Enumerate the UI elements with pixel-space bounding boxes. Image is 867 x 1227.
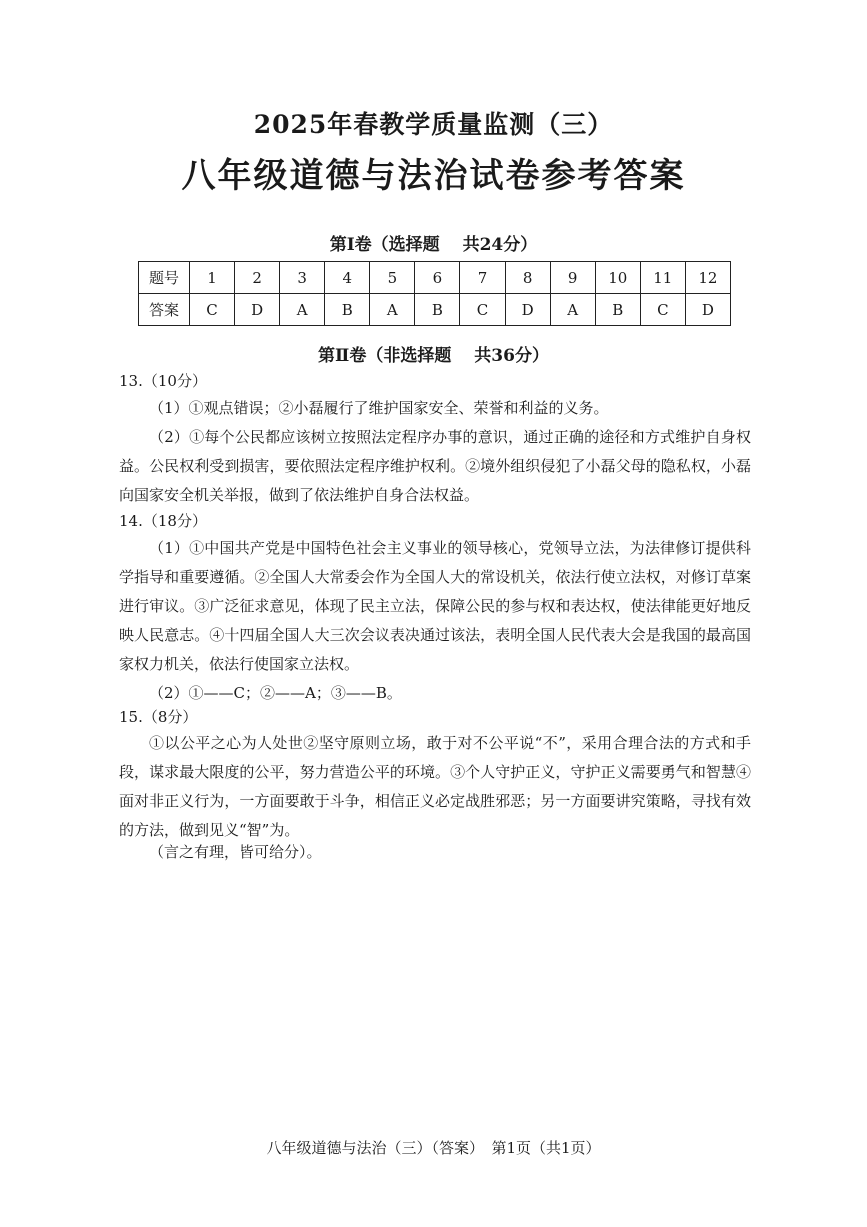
question-number: 10	[595, 262, 640, 294]
row-label-number: 题号	[139, 262, 190, 294]
question-number: 9	[550, 262, 595, 294]
answer-row	[139, 294, 731, 326]
question-14-answer-1: （1）①中国共产党是中国特色社会主义事业的领导核心，党领导立法，为法律修订提供科学指导和重要遵循。②全国人大常委会作为全国人大的常设机关，依法行使立法权，对修订草案进行审议。③广泛征求意见，体现了民主立法，保障公民的参与权和表达权，使法律能更好地反映人民意志。④十四届全国人大三次会议表决通过该法，表明全国人民代表大会是我国的最高国家权力机关，依法行使国家立法权。	[119, 539, 751, 673]
answer-cell: D	[685, 294, 730, 326]
question-number: 1	[190, 262, 235, 294]
question-number: 7	[460, 262, 505, 294]
question-13-answer-1: （1）①观点错误；②小磊履行了维护国家安全、荣誉和利益的义务。	[149, 399, 609, 417]
answer-cell: C	[640, 294, 685, 326]
answer-cell: D	[235, 294, 280, 326]
question-number: 4	[325, 262, 370, 294]
document-title: 八年级道德与法治试卷参考答案	[181, 156, 686, 196]
answer-cell: C	[460, 294, 505, 326]
answer-cell: B	[415, 294, 460, 326]
question-15-label: 15.（8分）	[119, 708, 198, 726]
question-number-row	[139, 262, 731, 294]
question-13-answer-2: （2）①每个公民都应该树立按照法定程序办事的意识，通过正确的途径和方式维护自身权益。公民权利受到损害，要依照法定程序维护权利。②境外组织侵犯了小磊父母的隐私权，小磊向国家安全机关举报，做到了依法维护自身合法权益。	[119, 428, 751, 504]
row-label-answer: 答案	[139, 294, 190, 326]
question-number: 8	[505, 262, 550, 294]
answer-cell: A	[280, 294, 325, 326]
part2-heading: 第Ⅱ卷（非选择题 共36分）	[318, 346, 549, 366]
answer-cell: B	[595, 294, 640, 326]
page-footer: 八年级道德与法治（三）（答案） 第1页（共1页）	[266, 1139, 601, 1157]
answer-cell: A	[550, 294, 595, 326]
grading-note: （言之有理，皆可给分）。	[149, 843, 322, 861]
exam-title: 2025年春教学质量监测（三）	[253, 110, 614, 139]
answer-cell: B	[325, 294, 370, 326]
question-15-answer: ①以公平之心为人处世②坚守原则立场，敢于对不公平说“不”，采用合理合法的方式和手段，谋求最大限度的公平，努力营造公平的环境。③个人守护正义，守护正义需要勇气和智慧④面对非正义行为，一方面要敢于斗争，相信正义必定战胜邪恶；另一方面要讲究策略，寻找有效的方法，做到见义“智”为。	[119, 734, 751, 839]
part1-heading: 第Ⅰ卷（选择题 共24分）	[329, 235, 538, 255]
answer-table	[138, 261, 731, 326]
question-14-label: 14.（18分）	[119, 512, 207, 530]
answer-cell: C	[190, 294, 235, 326]
question-number: 12	[685, 262, 730, 294]
answer-cell: A	[370, 294, 415, 326]
question-number: 3	[280, 262, 325, 294]
question-14-answer-2: （2）①——C；②——A；③——B。	[149, 684, 402, 702]
question-13-label: 13.（10分）	[119, 372, 207, 390]
answer-cell: D	[505, 294, 550, 326]
question-number: 6	[415, 262, 460, 294]
question-number: 11	[640, 262, 685, 294]
question-number: 2	[235, 262, 280, 294]
question-number: 5	[370, 262, 415, 294]
